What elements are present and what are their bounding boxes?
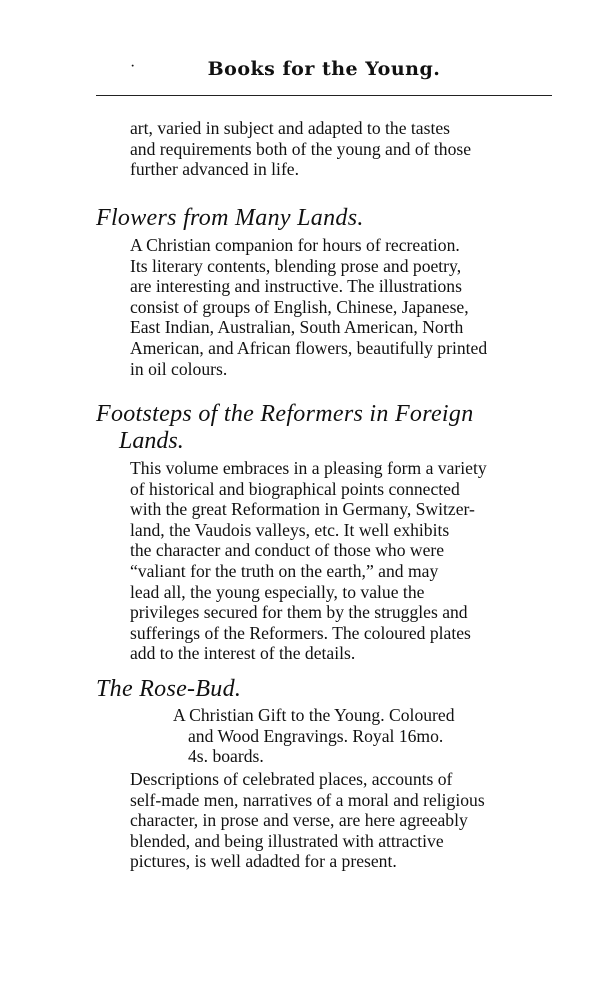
text-line: and requirements both of the young and of those [130,138,472,159]
text-line: blended, and being illustrated with attractive [130,830,444,851]
text-line: This volume embraces in a pleasing form a variety [130,458,487,478]
text-line: A Christian Gift to the Young. Coloured [173,705,455,725]
text-line: “valiant for the truth on the earth,” and may [130,560,439,581]
text-line: and Wood Engravings. Royal 16mo. [188,725,444,746]
entry-title-footsteps-cont: Lands. [119,428,184,454]
running-head: Books for the Young. [207,58,441,80]
entry-title-footsteps: Footsteps of the Reformers in Foreign [96,401,474,427]
text-line: American, and African flowers, beautifully printed [130,337,488,358]
text-line: in oil colours. [130,358,228,379]
text-line: pictures, is well adadted for a present. [130,851,397,872]
text-line: add to the interest of the details. [130,643,356,664]
text-line: consist of groups of English, Chinese, Japanese, [130,296,469,317]
text-line: privileges secured for them by the struggles and [130,602,468,623]
text-line: A Christian companion for hours of recreation. [130,235,460,255]
intro-paragraph [130,118,558,180]
header-rule [96,95,552,96]
entry-title-rose-bud: The Rose-Bud. [96,676,242,702]
entry-description-footsteps [130,458,558,664]
decorative-dot: · [130,58,136,75]
text-line: the character and conduct of those who were [130,540,445,561]
text-line: with the great Reformation in Germany, Switzer- [130,499,475,520]
entry-description-flowers [130,235,558,379]
text-line: Its literary contents, blending prose and poetry, [130,255,462,276]
text-line: lead all, the young especially, to value the [130,581,425,602]
text-line: are interesting and instructive. The illustrations [130,276,462,297]
entry-title-flowers: Flowers from Many Lands. [96,205,364,231]
text-line: 4s. boards. [188,746,264,767]
text-line: further advanced in life. [130,159,300,180]
text-line: character, in prose and verse, are here agreeably [130,810,468,831]
text-line: of historical and biographical points connected [130,478,460,499]
text-line: art, varied in subject and adapted to the tastes [130,118,450,138]
text-line: land, the Vaudois valleys, etc. It well exhibits [130,519,450,540]
entry-description-rose-bud [130,769,558,872]
text-line: sufferings of the Reformers. The coloured plates [130,622,471,643]
text-line: East Indian, Australian, South American, North [130,317,464,338]
text-line: self-made men, narratives of a moral and religious [130,789,485,810]
text-line: Descriptions of celebrated places, accounts of [130,769,453,789]
entry-publication-details [173,705,558,767]
